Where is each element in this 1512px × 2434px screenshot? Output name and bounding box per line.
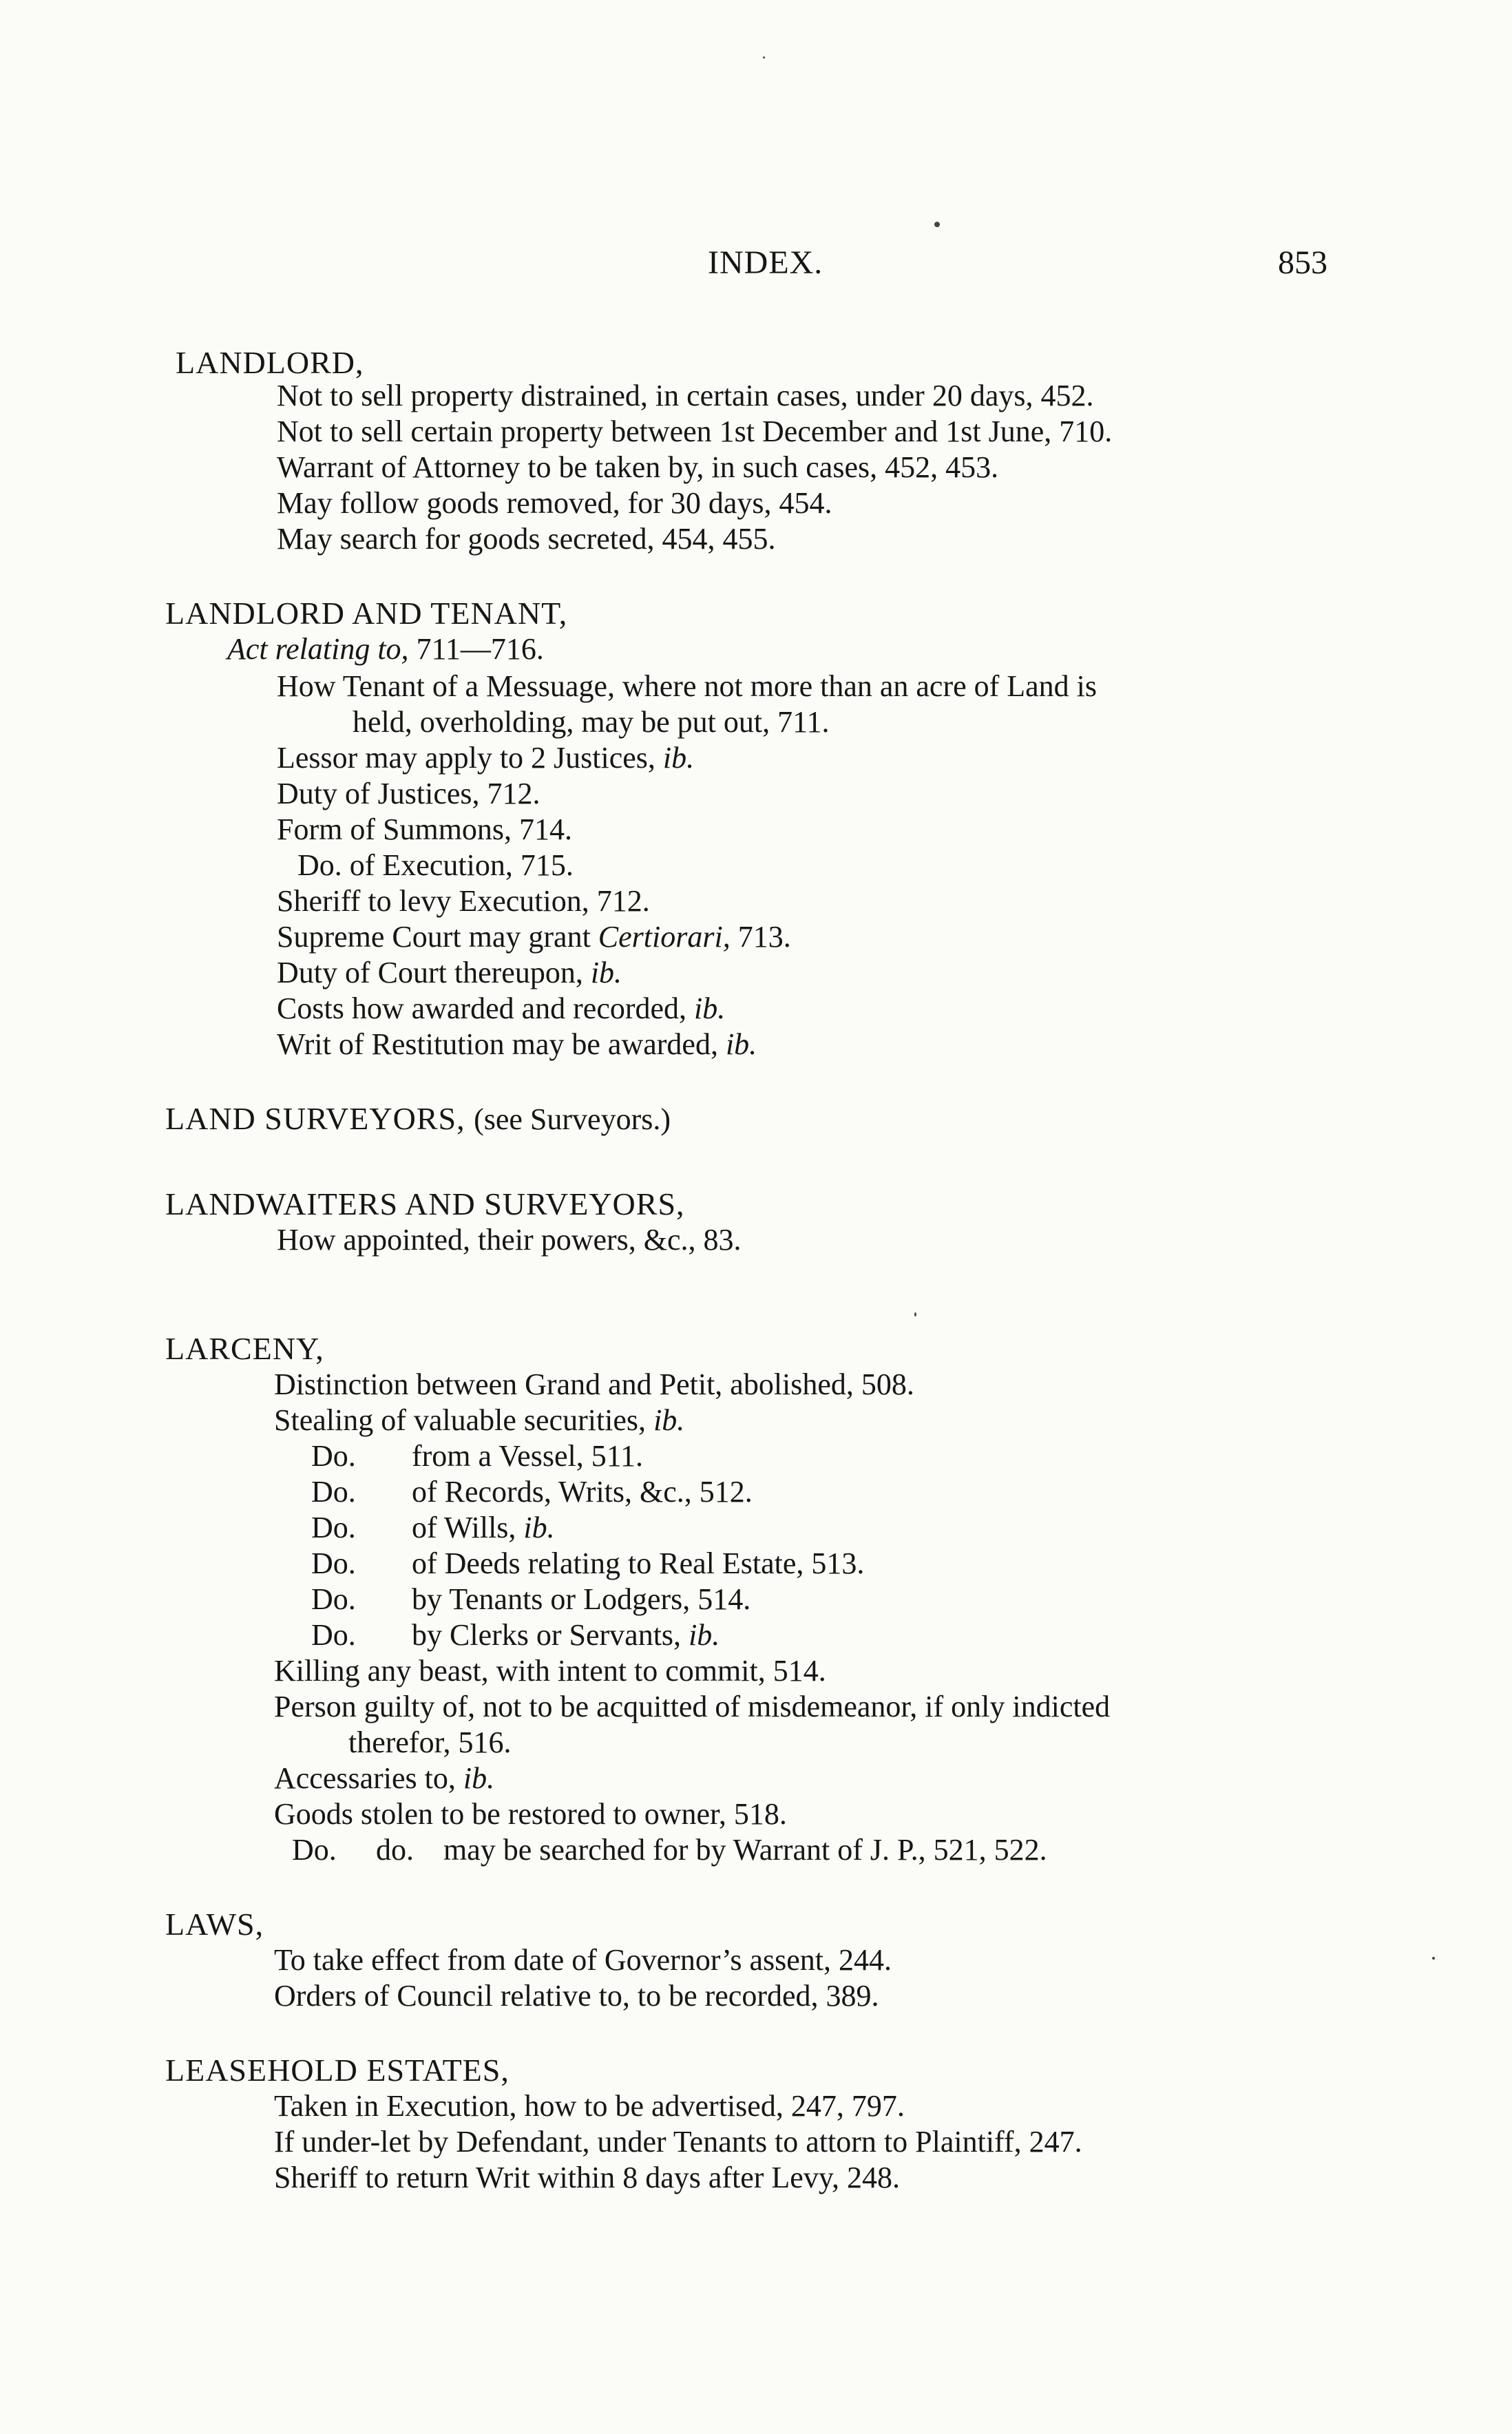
entry-heading: LANDLORD, — [176, 345, 364, 380]
entry-line: Person guilty of, not to be acquitted of misdemeanor, if only indicted — [274, 1690, 1111, 1723]
entry-line: Supreme Court may grant Certiorari, 713. — [277, 920, 791, 954]
page-title: INDEX. — [708, 244, 823, 281]
entry-line: Do. of Execution, 715. — [297, 848, 574, 882]
entry-heading: LAWS, — [165, 1907, 264, 1942]
entry-line: Form of Summons, 714. — [277, 812, 573, 846]
print-speck — [934, 222, 940, 227]
entry-line: Warrant of Attorney to be taken by, in such cases, 452, 453. — [277, 450, 999, 484]
entry-line: Writ of Restitution may be awarded, ib. — [277, 1027, 757, 1061]
entry-line: Do. of Wills, ib. — [311, 1511, 555, 1544]
entry-line: Costs how awarded and recorded, ib. — [277, 992, 726, 1025]
entry-line: How Tenant of a Messuage, where not more than an acre of Land is — [277, 669, 1098, 703]
entry-heading: LEASEHOLD ESTATES, — [165, 2053, 510, 2088]
entry-line: Do. by Clerks or Servants, ib. — [311, 1618, 720, 1652]
entry-line: May follow goods removed, for 30 days, 454. — [277, 486, 832, 520]
entry-heading: LAND SURVEYORS, (see Surveyors.) — [165, 1101, 671, 1136]
entry-line: Stealing of valuable securities, ib. — [274, 1403, 685, 1437]
entry-line: Do. of Records, Writs, &c., 512. — [311, 1475, 753, 1509]
entry-line: Sheriff to return Writ within 8 days after Levy, 248. — [274, 2161, 900, 2194]
entry-line: Sheriff to levy Execution, 712. — [277, 884, 650, 918]
entry-line: held, overholding, may be put out, 711. — [353, 705, 830, 739]
entry-line: Do. of Deeds relating to Real Estate, 513. — [311, 1546, 865, 1580]
entry-heading: LANDWAITERS AND SURVEYORS, — [165, 1186, 685, 1221]
entry-heading: LANDLORD AND TENANT, — [165, 596, 568, 631]
entry-line: Taken in Execution, how to be advertised, 247, 797. — [274, 2089, 905, 2123]
print-speck — [763, 56, 765, 59]
entry-line: To take effect from date of Governor’s assent, 244. — [274, 1943, 892, 1977]
entry-line: Duty of Justices, 712. — [277, 777, 540, 810]
entry-line: Not to sell certain property between 1st December and 1st June, 710. — [277, 415, 1113, 448]
entry-line: Goods stolen to be restored to owner, 518. — [274, 1797, 787, 1831]
entry-line: If under-let by Defendant, under Tenants to attorn to Plaintiff, 247. — [274, 2125, 1082, 2159]
entry-line: Lessor may apply to 2 Justices, ib. — [277, 741, 695, 775]
entry-line: therefor, 516. — [348, 1725, 512, 1759]
entry-line: Duty of Court thereupon, ib. — [277, 956, 622, 989]
print-speck — [1432, 1957, 1435, 1960]
entry-line: How appointed, their powers, &c., 83. — [277, 1223, 742, 1257]
entry-line: Do. by Tenants or Lodgers, 514. — [311, 1582, 751, 1616]
entry-line: Not to sell property distrained, in certain cases, under 20 days, 452. — [277, 379, 1094, 412]
print-speck — [914, 1312, 916, 1316]
entry-line: May search for goods secreted, 454, 455. — [277, 522, 776, 556]
entry-line: Distinction between Grand and Petit, abolished, 508. — [274, 1367, 914, 1401]
page-number: 853 — [1278, 244, 1327, 281]
entry-line: Do. do. may be searched for by Warrant of J. P., 521, 522. — [292, 1833, 1047, 1867]
entry-heading: LARCENY, — [165, 1331, 324, 1366]
entry-line: Orders of Council relative to, to be recorded, 389. — [274, 1979, 879, 2013]
entry-line: Accessaries to, ib. — [274, 1761, 495, 1795]
entry-line: Do. from a Vessel, 511. — [311, 1439, 644, 1473]
entry-subheading: Act relating to, 711—716. — [227, 632, 544, 666]
entry-line: Killing any beast, with intent to commit, 514. — [274, 1654, 826, 1688]
